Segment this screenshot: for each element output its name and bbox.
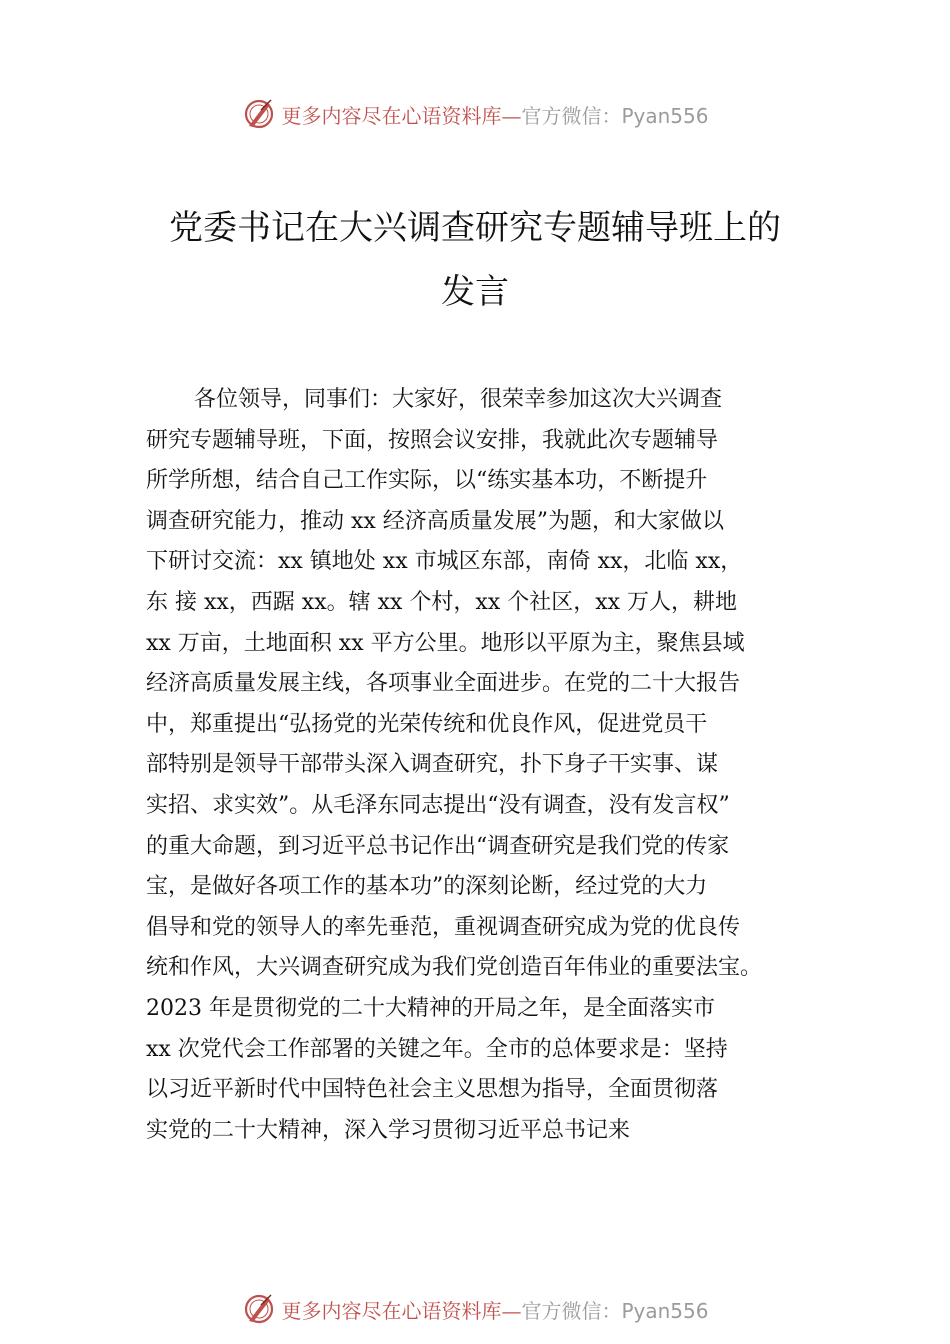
watermark-banner-top [0,94,950,134]
body-line: xx 万亩，土地面积 xx 平方公里。地形以平原为主，聚焦县域 [146,630,745,656]
document-title [0,196,950,324]
body-line: 东 接 xx，西踞 xx。辖 xx 个村，xx 个社区，xx 万人，耕地 [146,589,738,615]
body-line: 中，郑重提出“弘扬党的光荣传统和优良作风，促进党员干 [146,711,708,737]
body-line: 调查研究能力，推动 xx 经济高质量发展”为题，和大家做以 [146,508,725,534]
body-line: 2023 年是贯彻党的二十大精神的开局之年，是全面落实市 [146,995,715,1021]
title-line: 党委书记在大兴调查研究专题辅导班上的 [169,208,781,248]
body-line: 实招、求实效”。从毛泽东同志提出“没有调查，没有发言权” [146,792,730,818]
body-line: 实党的二十大精神，深入学习贯彻习近平总书记来 [146,1117,631,1143]
body-line: 研究专题辅导班，下面，按照会议安排，我就此次专题辅导 [146,427,719,453]
body-line: 统和作风，大兴调查研究成为我们党创造百年伟业的重要法宝。 [146,955,763,981]
watermark-right-text: 官方微信：Pyan556 [521,1298,709,1323]
watermark-left-text: 更多内容尽在心语资料库— [281,103,522,128]
body-line: 宝，是做好各项工作的基本功”的深刻论断，经过党的大力 [146,874,708,900]
watermark-left-text: 更多内容尽在心语资料库— [281,1298,522,1323]
title-line: 发言 [441,272,509,312]
quill-seal-icon [241,96,277,132]
body-line: 部特别是领导干部带头深入调查研究，扑下身子干实事、谋 [146,752,719,778]
body-line: 的重大命题，到习近平总书记作出“调查研究是我们党的传家 [146,833,730,859]
body-line: 以习近平新时代中国特色社会主义思想为指导，全面贯彻落 [146,1077,719,1103]
body-line: 下研讨交流：xx 镇地处 xx 市城区东部，南倚 xx，北临 xx， [146,549,743,575]
body-line: 各位领导，同事们：大家好，很荣幸参加这次大兴调查 [194,387,723,412]
watermark-banner-bottom [0,1289,950,1329]
body-line: 经济高质量发展主线，各项事业全面进步。在党的二十大报告 [146,671,741,697]
body-line: xx 次党代会工作部署的关键之年。全市的总体要求是：坚持 [146,1036,728,1062]
body-line: 所学所想，结合自己工作实际，以“练实基本功，不断提升 [146,468,708,494]
document-body [146,380,836,1151]
body-line: 倡导和党的领导人的率先垂范，重视调查研究成为党的优良传 [146,914,741,940]
watermark-right-text: 官方微信：Pyan556 [521,103,709,128]
quill-seal-icon [241,1291,277,1327]
